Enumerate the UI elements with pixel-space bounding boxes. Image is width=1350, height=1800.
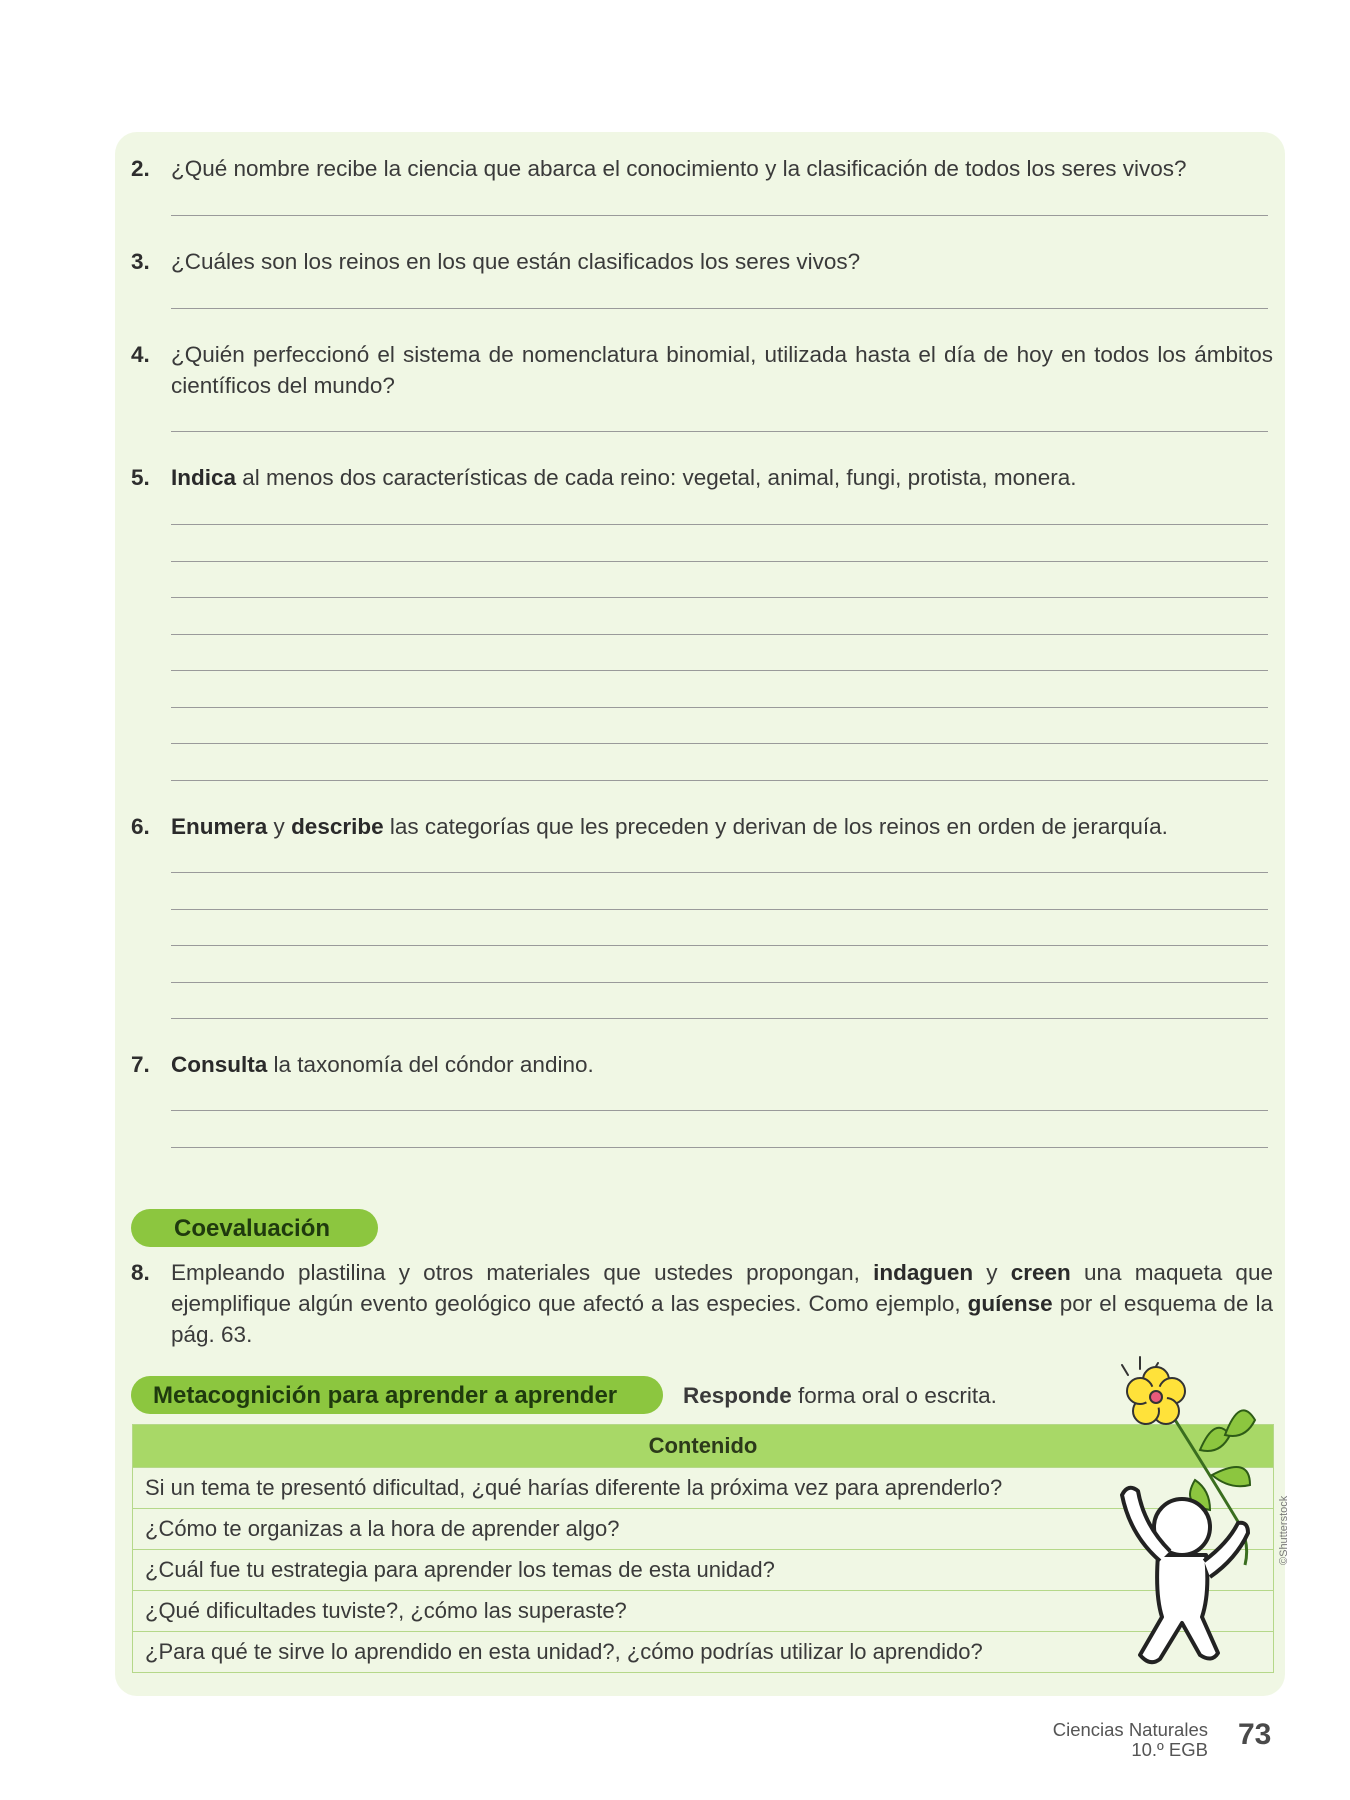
answer-line[interactable] <box>171 215 1268 216</box>
question-text <box>171 1257 1273 1350</box>
answer-line[interactable] <box>171 1147 1268 1148</box>
question-text <box>171 339 1273 401</box>
table-row: ¿Cómo te organizas a la hora de aprender algo? <box>133 1508 1273 1549</box>
question-number: 7. <box>131 1052 150 1077</box>
answer-line[interactable] <box>171 1018 1268 1019</box>
footer-subject: Ciencias Naturales 10.º EGB <box>1052 1719 1208 1760</box>
question-4 <box>131 339 1273 401</box>
question-fragment: por el esquema de la pág. 63. <box>171 1291 1274 1347</box>
answer-line[interactable] <box>171 707 1268 708</box>
question-fragment: al menos dos características de cada reino: vegetal, animal, fungi, protista, monera. <box>236 465 1077 490</box>
answer-line[interactable] <box>171 1110 1268 1111</box>
question-5 <box>131 462 1273 493</box>
table-row: Si un tema te presentó dificultad, ¿qué harías diferente la próxima vez para aprenderlo? <box>133 1467 1273 1508</box>
question-number: 8. <box>131 1260 150 1285</box>
answer-line[interactable] <box>171 780 1268 781</box>
question-number: 6. <box>131 814 150 839</box>
question-keyword: Consulta <box>171 1052 268 1077</box>
answer-line[interactable] <box>171 945 1268 946</box>
question-number: 5. <box>131 465 150 490</box>
question-text <box>171 246 1273 277</box>
answer-line[interactable] <box>171 431 1268 432</box>
question-fragment: Empleando plastilina y otros materiales que ustedes propongan, <box>171 1260 874 1285</box>
question-keyword: indaguen <box>873 1260 974 1285</box>
coevaluacion-label: Coevaluación <box>131 1209 378 1247</box>
question-fragment: ¿Quién perfeccionó el sistema de nomenclatura binomial, utilizada hasta el día de hoy en todos los ámbitos científicos del mundo? <box>171 342 1273 398</box>
answer-line[interactable] <box>171 909 1268 910</box>
question-fragment: ¿Cuáles son los reinos en los que están clasificados los seres vivos? <box>171 249 861 274</box>
answer-line[interactable] <box>171 872 1268 873</box>
question-keyword: describe <box>291 814 384 839</box>
question-2 <box>131 153 1273 184</box>
image-credit: ©Shutterstock <box>1278 1495 1290 1565</box>
answer-line[interactable] <box>171 982 1268 983</box>
question-fragment: y <box>267 814 292 839</box>
question-keyword: Indica <box>171 465 237 490</box>
question-6 <box>131 811 1273 842</box>
table-row: ¿Qué dificultades tuviste?, ¿cómo las superaste? <box>133 1590 1273 1631</box>
question-fragment: y <box>973 1260 1011 1285</box>
answer-line[interactable] <box>171 743 1268 744</box>
answer-line[interactable] <box>171 597 1268 598</box>
table-row: ¿Cuál fue tu estrategia para aprender los temas de esta unidad? <box>133 1549 1273 1590</box>
answer-line[interactable] <box>171 561 1268 562</box>
question-number: 3. <box>131 249 150 274</box>
question-3 <box>131 246 1273 277</box>
question-text <box>171 811 1273 842</box>
question-fragment: una maqueta que ejemplifique algún evento geológico que afectó a las especies. Como ejemplo, <box>171 1260 1273 1316</box>
question-keyword: guíense <box>967 1291 1053 1316</box>
question-text <box>171 462 1273 493</box>
question-keyword: creen <box>1010 1260 1071 1285</box>
question-fragment: ¿Qué nombre recibe la ciencia que abarca el conocimiento y la clasificación de todos los seres vivos? <box>171 156 1187 181</box>
page-number: 73 <box>1238 1718 1272 1751</box>
answer-line[interactable] <box>171 308 1268 309</box>
question-number: 4. <box>131 342 150 367</box>
question-fragment: la taxonomía del cóndor andino. <box>267 1052 594 1077</box>
figure-with-flower-illustration <box>1100 1355 1290 1675</box>
question-8 <box>131 1257 1273 1350</box>
question-keyword: Enumera <box>171 814 268 839</box>
question-text <box>171 1049 1273 1080</box>
question-number: 2. <box>131 156 150 181</box>
table-row: ¿Para qué te sirve lo aprendido en esta unidad?, ¿cómo podrías utilizar lo aprendido? <box>133 1631 1273 1672</box>
question-fragment: las categorías que les preceden y derivan de los reinos en orden de jerarquía. <box>383 814 1168 839</box>
answer-line[interactable] <box>171 670 1268 671</box>
table-header: Contenido <box>133 1425 1273 1467</box>
flower-icon <box>1127 1367 1185 1424</box>
metacognicion-instruction: Responde forma oral o escrita. <box>683 1383 997 1408</box>
question-7 <box>131 1049 1273 1080</box>
answer-line[interactable] <box>171 634 1268 635</box>
question-text <box>171 153 1273 184</box>
metacognicion-label: Metacognición para aprender a aprender <box>131 1376 663 1414</box>
answer-line[interactable] <box>171 524 1268 525</box>
